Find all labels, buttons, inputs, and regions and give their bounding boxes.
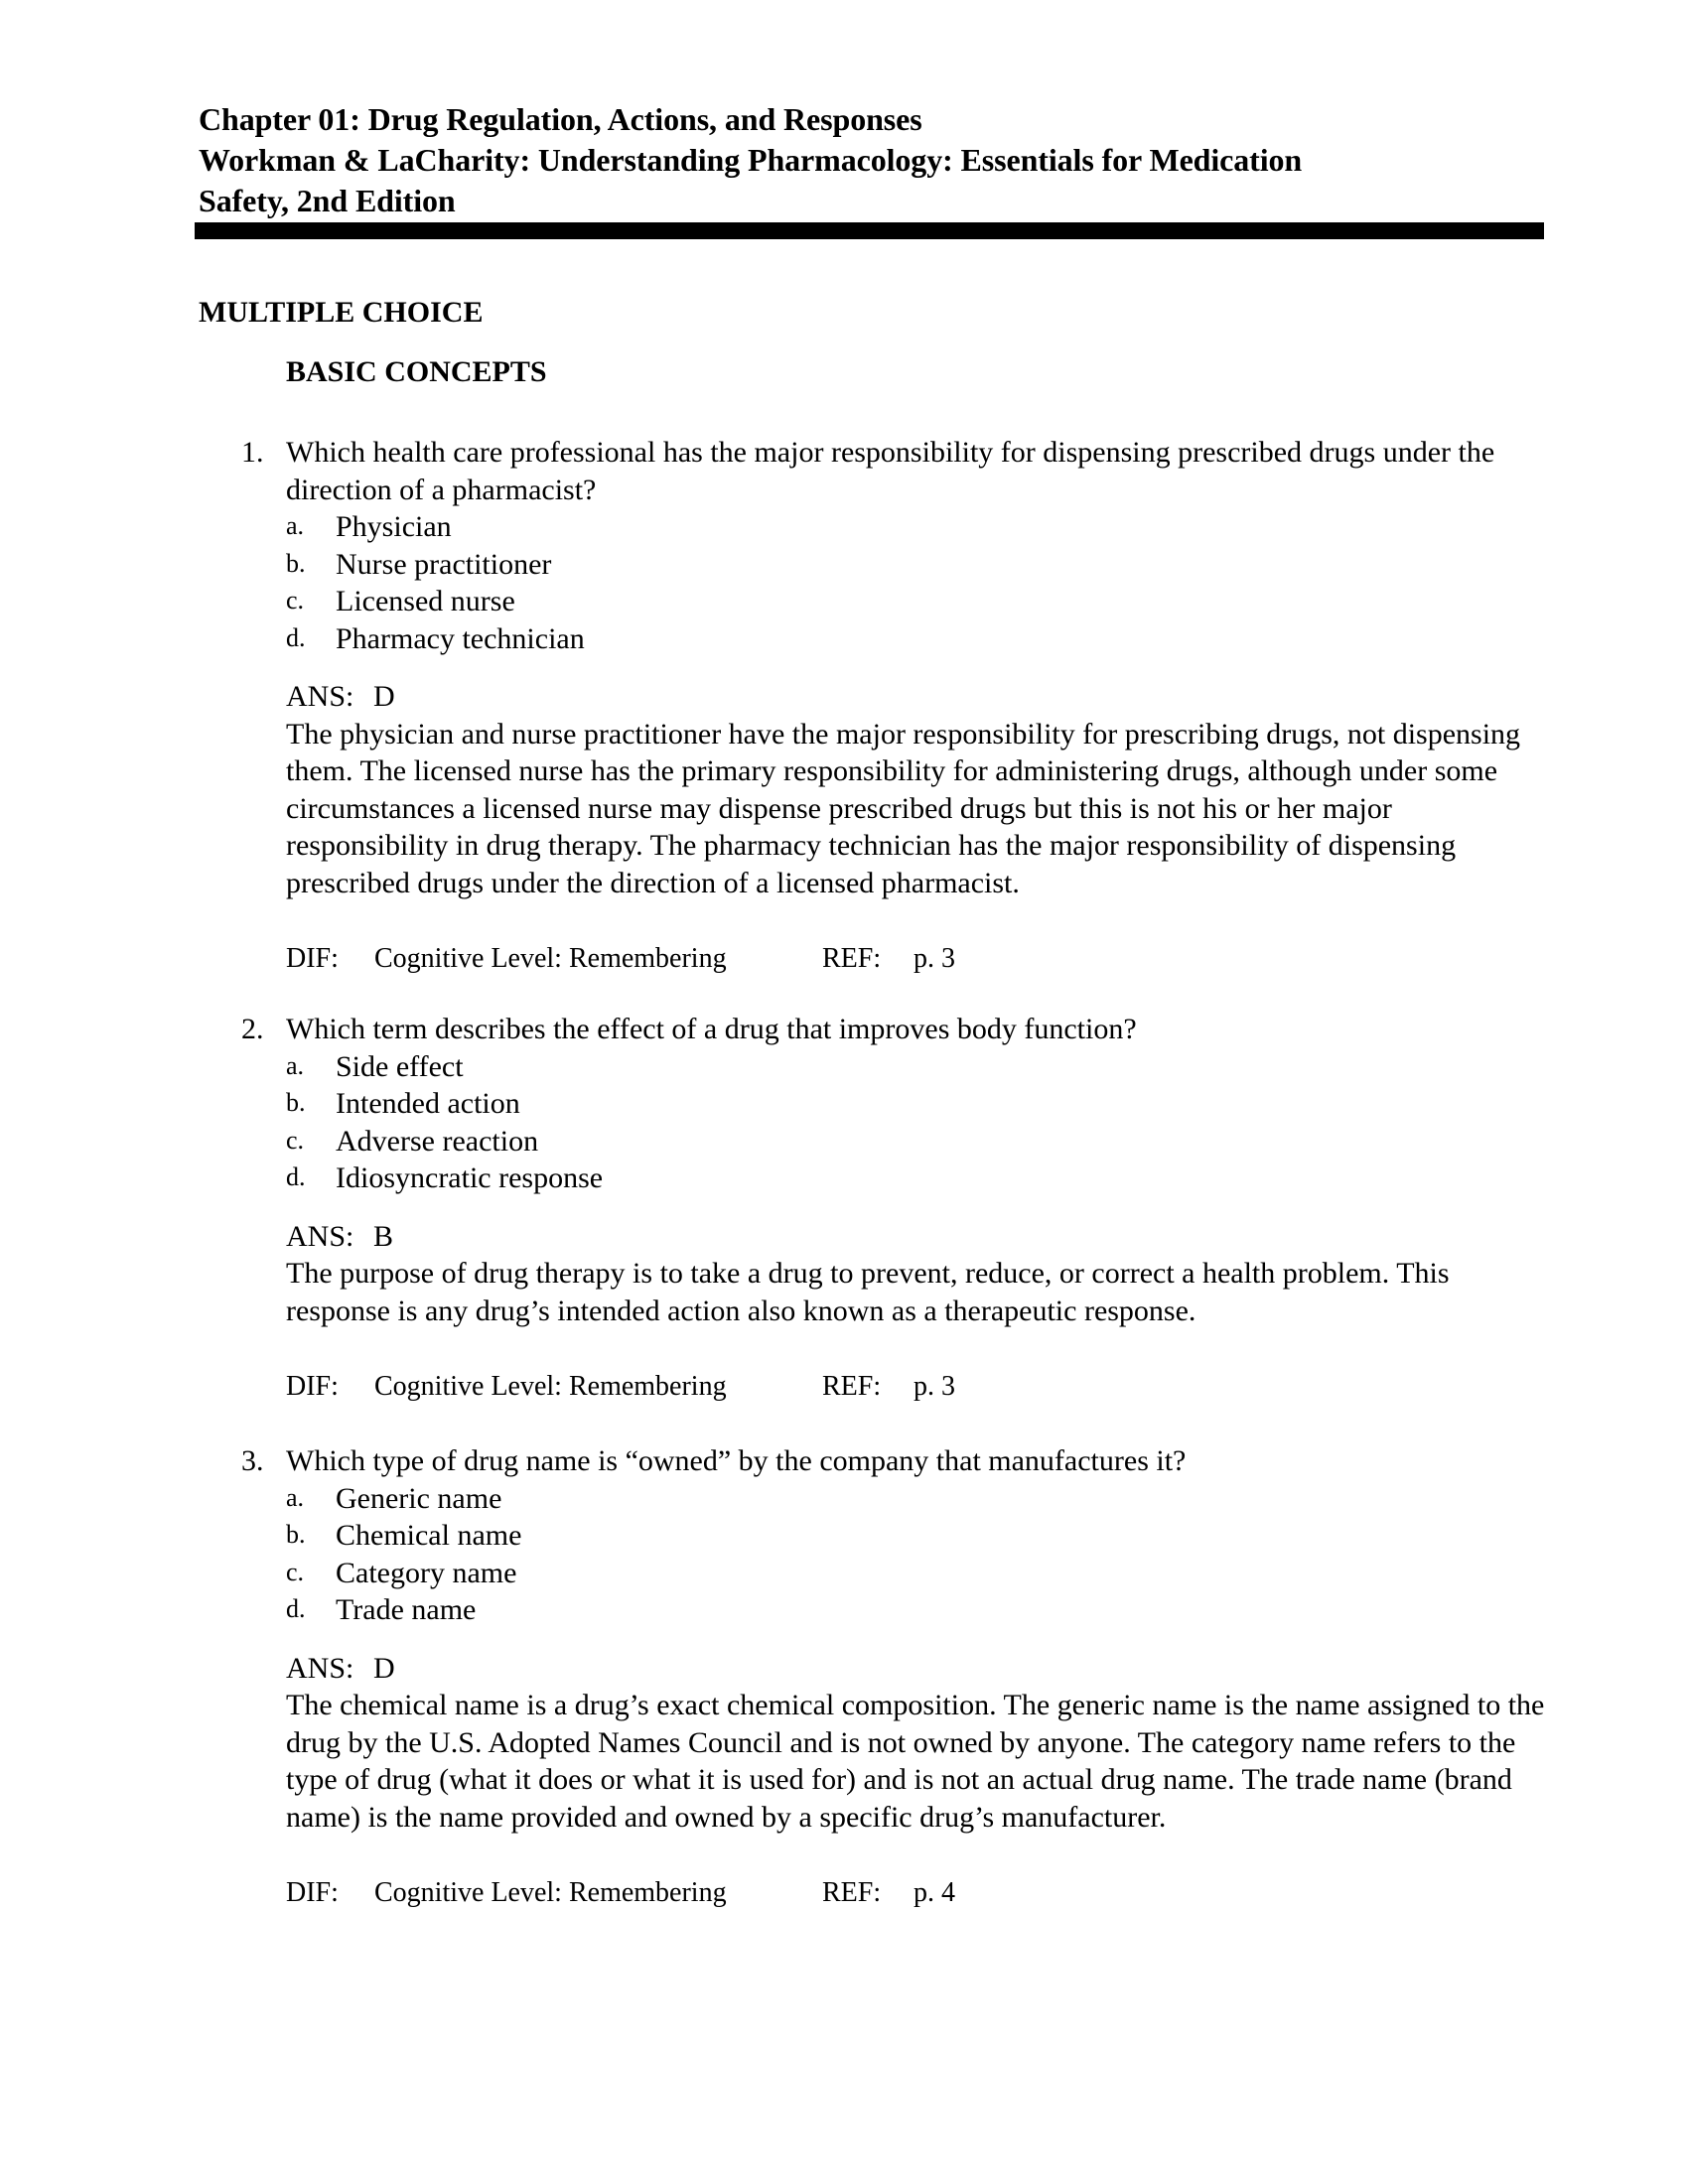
answer-block [241,1650,1552,1837]
answer-options [241,1048,1552,1197]
question-stem [241,1442,1552,1480]
answer-value: D [373,1651,395,1685]
option-b [241,546,1552,584]
answer-explanation: The physician and nurse practitioner have the major responsibility for prescribing drugs, not dispensing them. The licensed nurse has the primary responsibility for administering drugs, although under some circumstances a licensed nurse may dispense prescribed drugs but this is not his or her major responsibility in drug therapy. The pharmacy technician has the major responsibility of dispensing prescribed drugs under the direction of a licensed pharmacist. [286,717,1521,899]
answer-label: ANS: [286,1219,354,1253]
difficulty-value: Cognitive Level: Remembering [374,943,727,974]
option-text: Intended action [336,1087,520,1120]
option-d [241,620,1552,658]
option-letter: b. [286,548,306,578]
reference-label: REF: [822,1877,882,1908]
question-number: 3. [241,1444,264,1477]
answer-label: ANS: [286,680,354,713]
option-letter: c. [286,1125,305,1155]
reference-label: REF: [822,1371,882,1402]
option-letter: d. [286,1162,306,1191]
option-letter: d. [286,1594,306,1623]
difficulty-label: DIF: [286,1877,339,1908]
difficulty-label: DIF: [286,1371,339,1402]
answer-explanation: The purpose of drug therapy is to take a drug to prevent, reduce, or correct a health problem. This response is any drug’s intended action also known as a therapeutic response. [286,1257,1450,1327]
option-letter: a. [286,511,305,540]
section-heading: MULTIPLE CHOICE [199,296,484,329]
question-item [241,1442,1552,1912]
option-letter: a. [286,1050,305,1080]
question-stem [241,434,1552,508]
header-divider [195,222,1544,239]
answer-options [241,1480,1552,1629]
option-letter: d. [286,622,306,652]
difficulty-value: Cognitive Level: Remembering [374,1877,727,1908]
option-letter: c. [286,586,305,614]
answer-block [241,678,1552,901]
option-a [241,1048,1552,1086]
option-text: Physician [336,510,452,543]
chapter-title: Chapter 01: Drug Regulation, Actions, and Responses [199,101,922,137]
option-c [241,1555,1552,1592]
question-metadata [241,1368,1552,1406]
answer-value: D [373,680,395,713]
question-metadata [241,940,1552,978]
option-text: Nurse practitioner [336,547,552,581]
reference-value: p. 3 [914,1371,955,1402]
option-text: Category name [336,1556,517,1589]
section-subheading: BASIC CONCEPTS [286,355,547,388]
question-stem [241,1011,1552,1048]
question-text: Which health care professional has the major responsibility for dispensing prescribed drugs under the direction of a pharmacist? [286,436,1495,506]
difficulty-value: Cognitive Level: Remembering [374,1371,727,1402]
book-title: Workman & LaCharity: Understanding Pharmacology: Essentials for Medication [199,142,1303,178]
answer-options [241,508,1552,657]
option-b [241,1517,1552,1555]
answer-value: B [373,1219,394,1253]
answer-explanation: The chemical name is a drug’s exact chemical composition. The generic name is the name assigned to the drug by the U.S. Adopted Names Council and is not owned by anyone. The category name refers to the type of drug (what it does or what it is used for) and is not an actual drug name. The trade name (brand name) is the name provided and owned by a specific drug’s manufacturer. [286,1689,1545,1834]
option-text: Adverse reaction [336,1124,539,1158]
answer-block [241,1218,1552,1330]
difficulty-label: DIF: [286,943,339,974]
option-text: Chemical name [336,1519,522,1552]
question-metadata [241,1874,1552,1912]
answer-line [286,1218,1552,1256]
answer-line [286,678,1552,716]
option-text: Pharmacy technician [336,621,585,655]
option-text: Side effect [336,1049,464,1083]
option-text: Idiosyncratic response [336,1161,604,1194]
option-a [241,1480,1552,1518]
document-header [199,99,1549,221]
option-c [241,583,1552,620]
question-number: 2. [241,1013,264,1045]
book-edition: Safety, 2nd Edition [199,183,456,218]
option-letter: c. [286,1557,305,1586]
option-b [241,1085,1552,1123]
reference-value: p. 4 [914,1877,955,1908]
option-letter: b. [286,1520,306,1549]
reference-label: REF: [822,943,882,974]
option-text: Trade name [336,1593,477,1626]
option-a [241,508,1552,546]
option-text: Licensed nurse [336,585,515,617]
answer-label: ANS: [286,1651,354,1685]
answer-line [286,1650,1552,1688]
question-item [241,434,1552,978]
option-letter: b. [286,1088,306,1117]
question-item [241,1011,1552,1406]
question-number: 1. [241,436,264,469]
option-letter: a. [286,1482,305,1512]
question-text: Which term describes the effect of a drug that improves body function? [286,1013,1137,1045]
option-c [241,1123,1552,1160]
reference-value: p. 3 [914,943,955,974]
option-d [241,1591,1552,1629]
option-d [241,1160,1552,1197]
question-text: Which type of drug name is “owned” by the company that manufactures it? [286,1444,1187,1477]
option-text: Generic name [336,1481,502,1515]
